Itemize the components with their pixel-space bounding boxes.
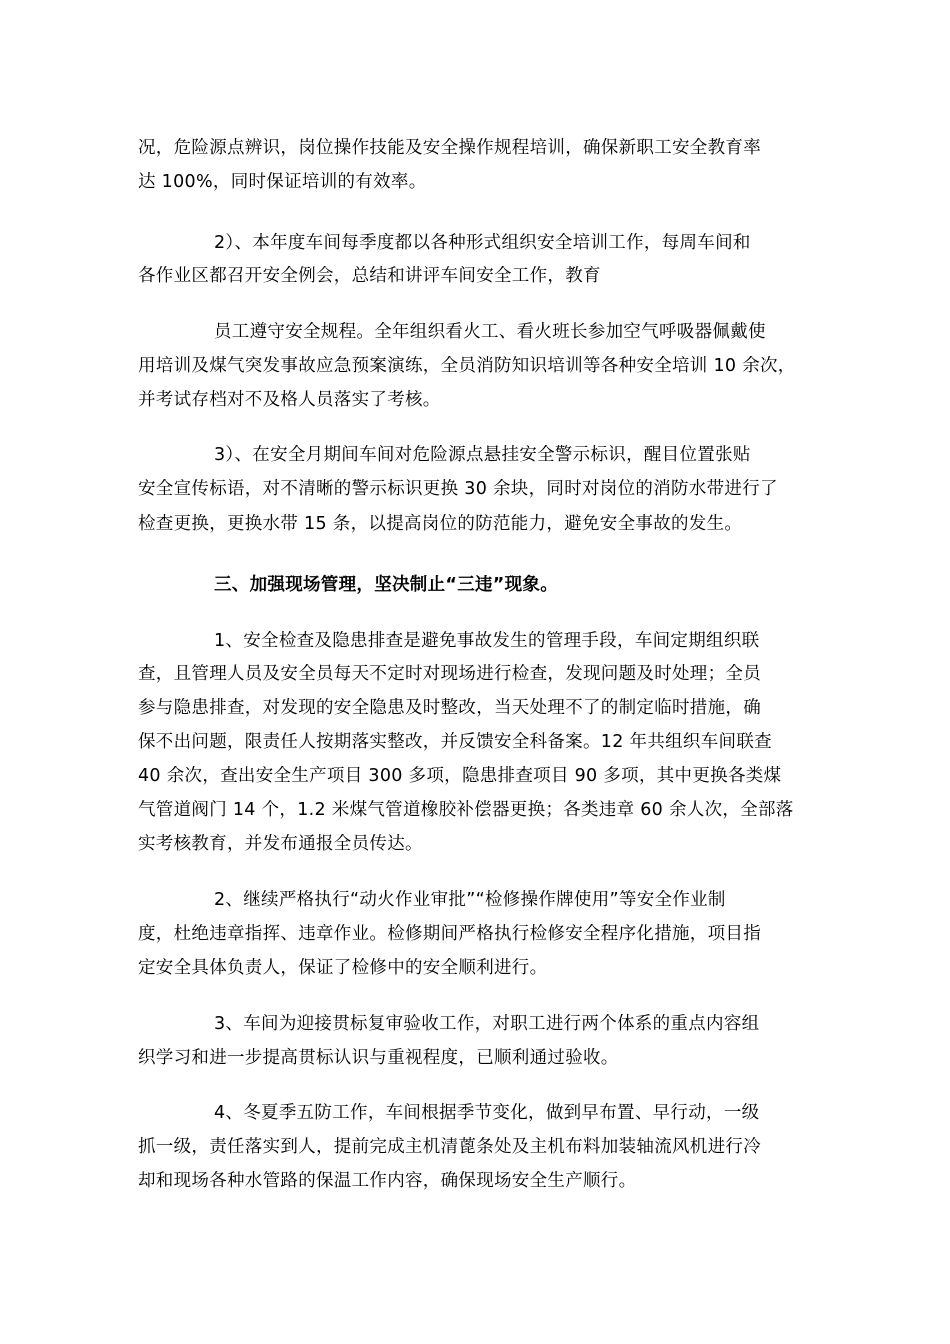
text-line: 4、冬夏季五防工作，车间根据季节变化，做到早布置、早行动，一级 [214, 1103, 760, 1123]
text-line: 抓一级，责任落实到人，提前完成主机清蓖条处及主机布料加装轴流风机进行冷 [138, 1137, 761, 1157]
text-line: 1、安全检查及隐患排查是避免事故发生的管理手段，车间定期组织联 [214, 631, 760, 651]
text-line: 查，且管理人员及安全员每天不定时对现场进行检查，发现问题及时处理；全员 [138, 664, 761, 684]
text-line: 3、车间为迎接贯标复审验收工作，对职工进行两个体系的重点内容组 [214, 1014, 760, 1034]
text-line: 安全宣传标语，对不清晰的警示标识更换 30 余块，同时对岗位的消防水带进行了 [138, 479, 778, 499]
text-line: 并考试存档对不及格人员落实了考核。 [138, 390, 441, 410]
text-line: 定安全具体负责人，保证了检修中的安全顺利进行。 [138, 958, 548, 978]
text-line: 况，危险源点辨识，岗位操作技能及安全操作规程培训，确保新职工安全教育率 [138, 138, 761, 158]
text-line: 40 余次，查出安全生产项目 300 多项，隐患排查项目 90 多项，其中更换各类煤 [138, 766, 782, 786]
text-line: 用培训及煤气突发事故应急预案演练，全员消防知识培训等各种安全培训 10 余次， [138, 356, 796, 376]
text-line: 保不出问题，限责任人按期落实整改，并反馈安全科备案。12 年共组织车间联查 [138, 732, 772, 752]
text-line: 3）、在安全月期间车间对危险源点悬挂安全警示标识，醒目位置张贴 [214, 445, 751, 465]
text-line: 2、继续严格执行“动火作业审批”“检修操作牌使用”等安全作业制 [214, 890, 726, 910]
text-line: 实考核教育，并发布通报全员传达。 [138, 834, 423, 854]
section-heading: 三、加强现场管理，坚决制止“三违”现象。 [214, 575, 559, 595]
text-line: 员工遵守安全规程。全年组织看火工、看火班长参加空气呼吸器佩戴使 [214, 322, 766, 342]
text-line: 2）、本年度车间每季度都以各种形式组织安全培训工作，每周车间和 [214, 233, 751, 253]
text-line: 检查更换，更换水带 15 条，以提高岗位的防范能力，避免安全事故的发生。 [138, 514, 743, 534]
text-line: 却和现场各种水管路的保温工作内容，确保现场安全生产顺行。 [138, 1171, 637, 1191]
text-line: 织学习和进一步提高贯标认识与重视程度，已顺利通过验收。 [138, 1048, 619, 1068]
text-line: 达 100%，同时保证培训的有效率。 [138, 172, 427, 192]
text-line: 各作业区都召开安全例会，总结和讲评车间安全工作，教育 [138, 266, 601, 286]
text-line: 参与隐患排查，对发现的安全隐患及时整改，当天处理不了的制定临时措施，确 [138, 698, 761, 718]
text-line: 度，杜绝违章指挥、违章作业。检修期间严格执行检修安全程序化措施，项目指 [138, 924, 761, 944]
text-line: 气管道阀门 14 个，1.2 米煤气管道橡胶补偿器更换；各类违章 60 余人次，全部落 [138, 800, 794, 820]
